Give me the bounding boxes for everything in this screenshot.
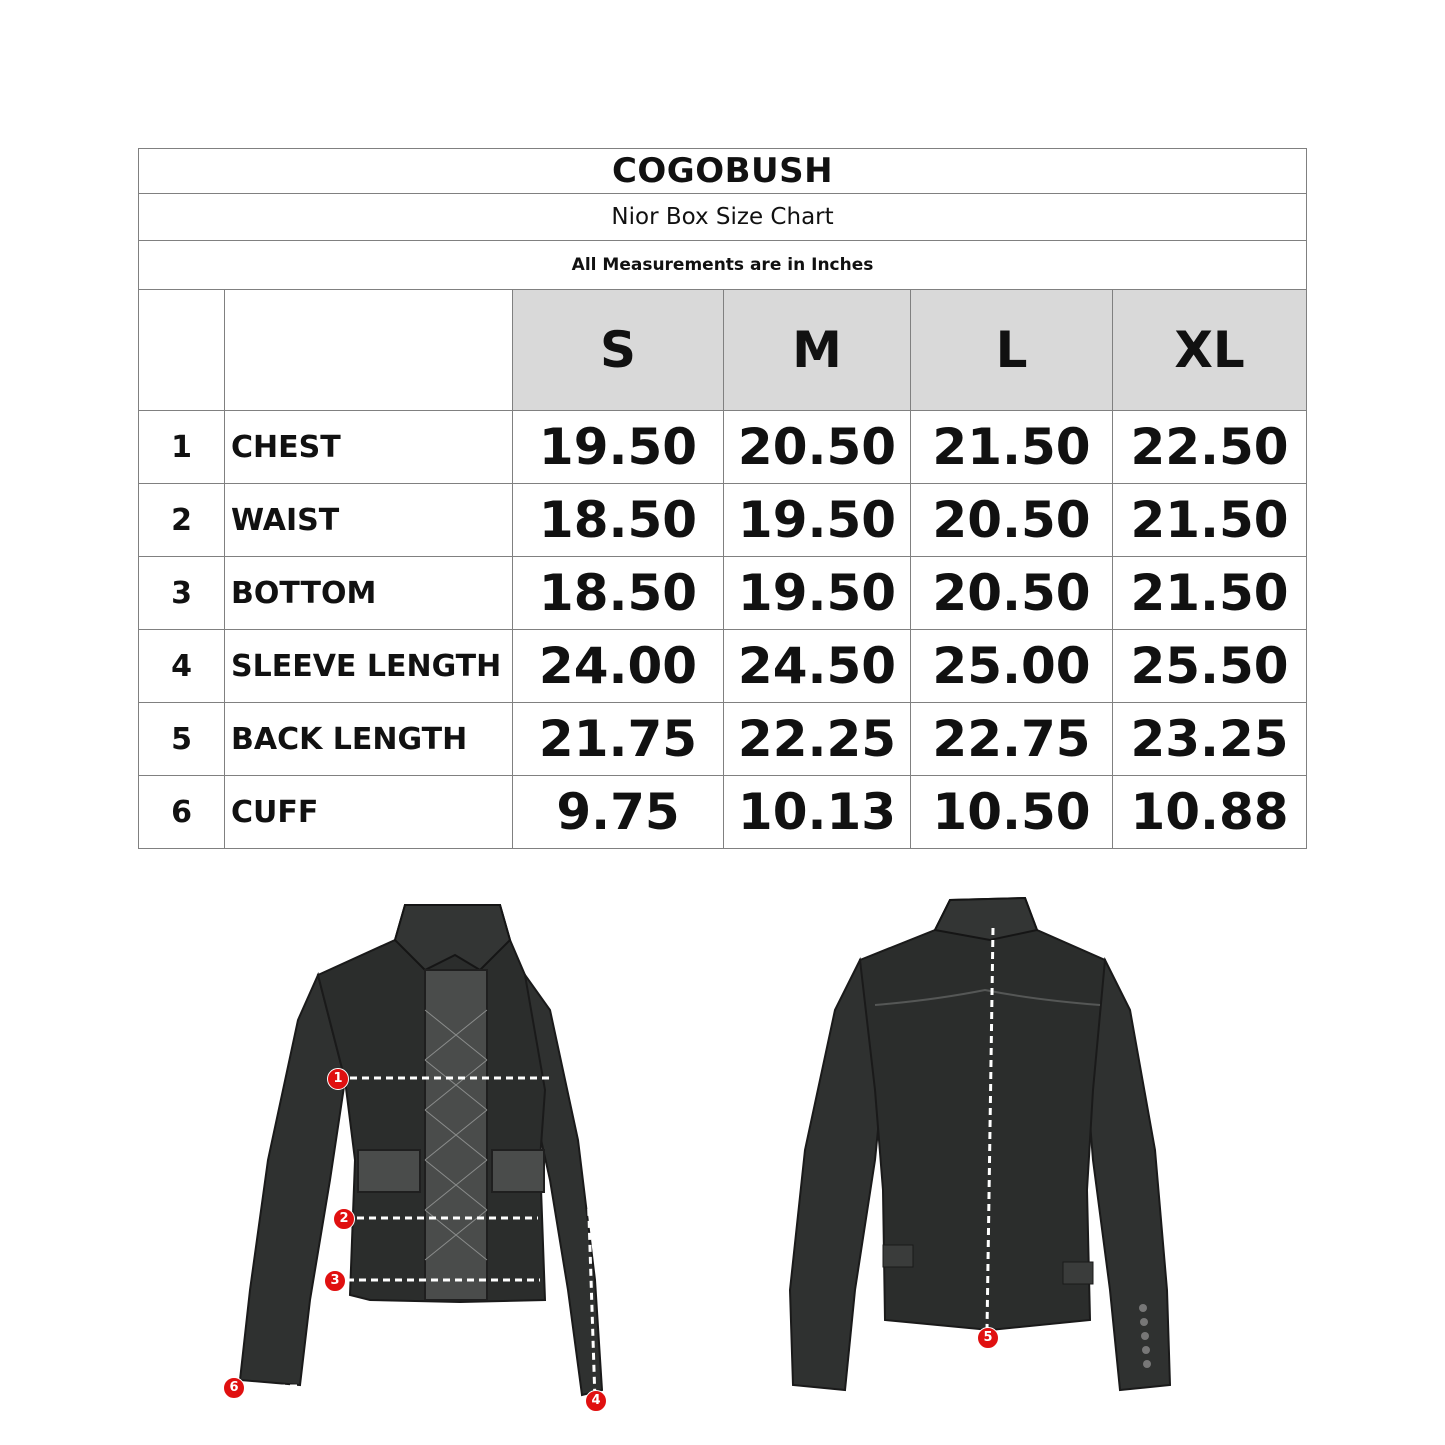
units-note: All Measurements are in Inches: [139, 241, 1307, 290]
size-header: M: [724, 290, 911, 411]
table-row: [139, 411, 1307, 484]
measurement-value: 21.50: [1113, 484, 1307, 557]
jacket-front-illustration: [210, 900, 630, 1420]
measurement-marker-back-length: 5: [977, 1327, 999, 1349]
row-label: CUFF: [225, 776, 513, 849]
row-label: BACK LENGTH: [225, 703, 513, 776]
table-row: [139, 484, 1307, 557]
measurement-value: 23.25: [1113, 703, 1307, 776]
measurement-value: 22.75: [911, 703, 1113, 776]
measurement-value: 21.50: [911, 411, 1113, 484]
row-number: 6: [139, 776, 225, 849]
size-header-row: [139, 290, 1307, 411]
table-row: [139, 557, 1307, 630]
row-label: SLEEVE LENGTH: [225, 630, 513, 703]
row-label: CHEST: [225, 411, 513, 484]
measurement-marker-bottom: 3: [324, 1270, 346, 1292]
size-header: L: [911, 290, 1113, 411]
measurement-value: 18.50: [513, 557, 724, 630]
measurement-value: 20.50: [724, 411, 911, 484]
jacket-back-illustration: [775, 890, 1195, 1400]
size-header: S: [513, 290, 724, 411]
table-row: [139, 776, 1307, 849]
measurement-marker-chest: 1: [327, 1068, 349, 1090]
measurement-value: 19.50: [724, 484, 911, 557]
measurement-value: 21.75: [513, 703, 724, 776]
measurement-value: 10.13: [724, 776, 911, 849]
measurement-value: 9.75: [513, 776, 724, 849]
measurement-marker-sleeve: 4: [585, 1390, 607, 1412]
row-label: BOTTOM: [225, 557, 513, 630]
measurement-value: 25.50: [1113, 630, 1307, 703]
measurement-value: 25.00: [911, 630, 1113, 703]
measurement-value: 21.50: [1113, 557, 1307, 630]
table-row: [139, 630, 1307, 703]
measurement-value: 20.50: [911, 484, 1113, 557]
row-number: 1: [139, 411, 225, 484]
measurement-marker-cuff: 6: [223, 1377, 245, 1399]
measurement-value: 24.00: [513, 630, 724, 703]
measurement-value: 22.50: [1113, 411, 1307, 484]
row-number: 5: [139, 703, 225, 776]
measurement-value: 22.25: [724, 703, 911, 776]
chart-title: Nior Box Size Chart: [139, 194, 1307, 241]
measurement-value: 24.50: [724, 630, 911, 703]
row-number: 2: [139, 484, 225, 557]
measurement-value: 19.50: [724, 557, 911, 630]
measurement-value: 20.50: [911, 557, 1113, 630]
size-header: XL: [1113, 290, 1307, 411]
measurement-value: 18.50: [513, 484, 724, 557]
empty-header-cell: [139, 290, 225, 411]
measurement-value: 19.50: [513, 411, 724, 484]
row-label: WAIST: [225, 484, 513, 557]
size-chart-table: [138, 148, 1307, 849]
empty-header-cell: [225, 290, 513, 411]
row-number: 3: [139, 557, 225, 630]
measurement-value: 10.50: [911, 776, 1113, 849]
brand-title: COGOBUSH: [139, 149, 1307, 194]
row-number: 4: [139, 630, 225, 703]
measurement-value: 10.88: [1113, 776, 1307, 849]
measurement-marker-waist: 2: [333, 1208, 355, 1230]
table-row: [139, 703, 1307, 776]
